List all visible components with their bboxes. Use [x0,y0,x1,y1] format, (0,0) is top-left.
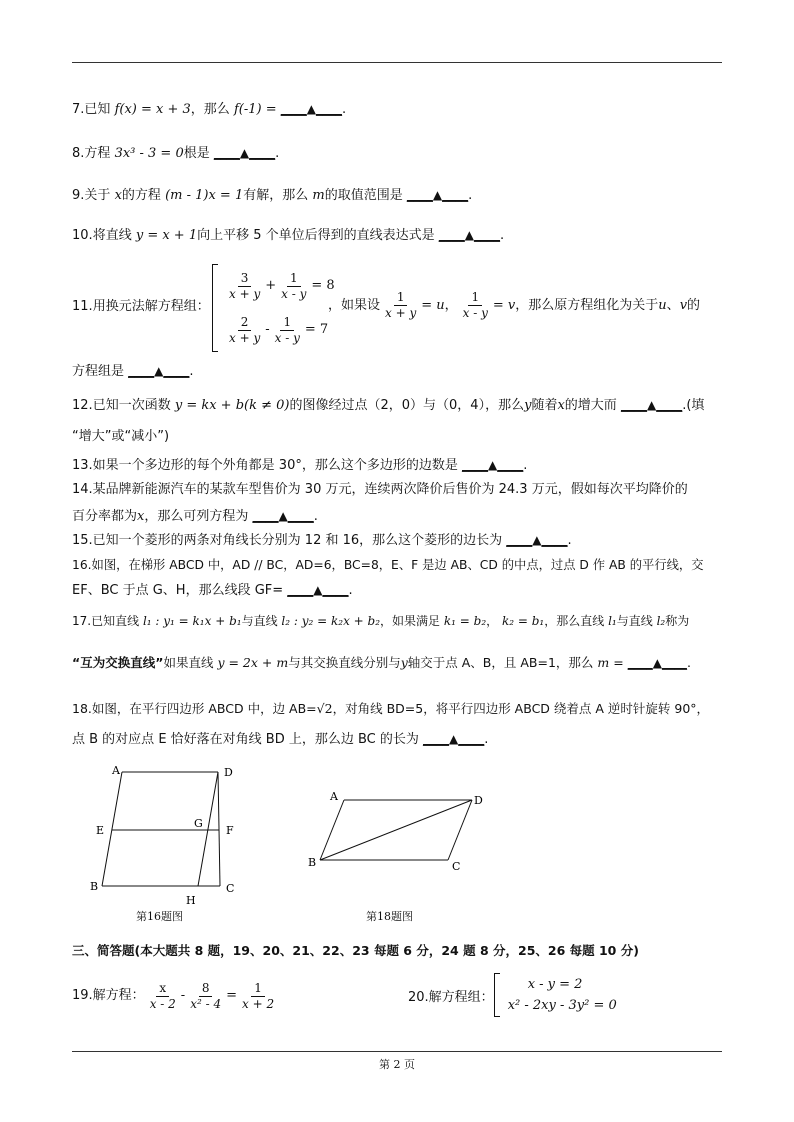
triangle-icon: ▲ [488,458,498,472]
answer-blank[interactable]: ____▲____ [213,146,276,161]
question-17-line-2: “互为交换直线”如果直线 y = 2x + m与其交换直线分别与y轴交于点 A、B，且 AB=1，那么 m = ____▲____. [72,655,691,670]
question-9: 9.关于 x的方程 (m - 1)x = 1有解，那么 m的取值范围是 ____▲____. [72,188,473,203]
answer-blank[interactable]: ____▲____ [438,228,501,243]
question-7: 7.已知 f(x) = x + 3，那么 f(-1) = ____▲____. [72,102,347,117]
q9-expr: (m - 1)x = 1 [165,188,244,203]
q8-text2: 根是 [183,146,210,161]
q8-expr: 3x³ - 3 = 0 [114,146,184,161]
answer-blank[interactable]: ____▲____ [620,398,683,413]
q17-term: “互为交换直线” [72,655,164,670]
question-12: 12.已知一次函数 y = kx + b(k ≠ 0)的图像经过点（2，0）与（0，4），那么y随着x的增大而 ____▲____.(填 [72,398,705,413]
q9-var-m: m [312,188,325,203]
brace-icon [212,264,218,352]
question-11 [72,264,724,354]
q11-substitution: ，如果设 $\frac{1}{x + y}$ = u ， $\frac{1}{x - y}$ = v ，那么原方程组化为关于 u 、 v 的 [328,290,701,320]
label-H: H [186,894,196,907]
triangle-icon: ▲ [278,509,288,523]
triangle-icon: ▲ [464,228,475,242]
label-A: A [112,764,120,777]
q9-text2: 的方程 [121,188,161,203]
triangle-icon: ▲ [432,188,443,202]
figure-18 [300,786,500,886]
diagonal-BD [320,800,472,860]
question-8: 8.方程 3x³ - 3 = 0根是 ____▲____. [72,146,280,161]
question-16-line-2: EF、BC 于点 G、H，那么线段 GF= ____▲____. [72,583,353,598]
q20-equation-1: x - y = 2 [527,977,583,992]
label-G: G [194,817,203,830]
q7-text: 已知 [84,102,111,117]
triangle-icon: ▲ [646,398,657,412]
question-19: 19.解方程： $\frac{x}{x - 2}$ - $\frac{8}{\text{x² - 4}}$ = $\frac{1}{x + 2}$ [72,980,275,1011]
answer-blank[interactable]: ____▲____ [128,364,190,379]
figure-16-caption: 第16题图 [136,910,183,923]
q7-expr1: f(x) = x + 3 [114,102,191,117]
brace-icon [494,973,500,1017]
segment-DC [448,800,472,860]
triangle-icon: ▲ [239,146,250,160]
answer-blank[interactable]: ____▲____ [462,458,524,473]
q7-number: 7. [72,102,85,117]
answer-blank[interactable]: ____▲____ [506,533,568,548]
triangle-icon: ▲ [154,364,164,378]
q9-text3: 有解，那么 [243,188,309,203]
triangle-icon: ▲ [532,533,542,547]
answer-blank[interactable]: ____▲____ [280,102,342,117]
q9-var-x: x [114,188,122,203]
answer-blank[interactable]: ____▲____ [406,188,469,203]
q9-text: 关于 [84,188,111,203]
q10-text: 将直线 [92,228,132,243]
q8-number: 8. [72,146,85,161]
segment-AB [102,772,122,886]
label-A: A [330,790,338,803]
question-14-line-2: 百分率都为x，那么可列方程为 ____▲____. [72,509,318,524]
q9-number: 9. [72,188,85,203]
question-20: 20.解方程组： x - y = 2 x² - 2xy - 3y² = 0 [408,972,617,1018]
label-D: D [224,766,233,779]
segment-AB [320,800,344,860]
label-C: C [452,860,461,873]
answer-blank[interactable]: ____▲____ [627,655,687,670]
segment-DC [218,772,220,886]
q11-number: 11. [72,299,93,314]
q11-equation-1: $\frac{3}{x + y}$ + $\frac{1}{x - y}$ = 8 [229,270,335,301]
figure-16 [78,760,248,910]
answer-blank[interactable]: ____▲____ [423,732,485,747]
triangle-icon: ▲ [313,583,323,597]
question-18: 18.如图，在平行四边形 ABCD 中，边 AB=√2，对角线 BD=5，将平行四边形 ABCD 绕着点 A 逆时针旋转 90°， [72,701,710,716]
figure-18-caption: 第18题图 [366,910,413,923]
question-16: 16.如图，在梯形 ABCD 中，AD // BC，AD=6，BC=8，E、F 是边 AB、CD 的中点，过点 D 作 AB 的平行线，交 [72,558,704,572]
label-B: B [90,880,99,893]
label-E: E [96,824,105,837]
question-13: 13.如果一个多边形的每个外角都是 30°，那么这个多边形的边数是 ____▲____. [72,458,528,473]
q7-expr2: f(-1) = [233,102,277,117]
q20-equation-2: x² - 2xy - 3y² = 0 [507,998,617,1013]
q7-text2: ，那么 [190,102,230,117]
question-11-line-2: 方程组是 ____▲____. [72,364,194,379]
q18-sqrt: √2 [316,701,333,716]
label-C: C [226,882,235,895]
top-rule [72,62,722,63]
q10-expr: y = x + 1 [135,228,198,243]
triangle-icon: ▲ [652,656,662,670]
question-17: 17.已知直线 l₁ : y₁ = k₁x + b₁与直线 l₂ : y₂ = k₂x + b₂，如果满足 k₁ = b₂， k₂ = b₁，那么直线 l₁与直线 l₂称为 [72,614,690,628]
question-10: 10.将直线 y = x + 1向上平移 5 个单位后得到的直线表达式是 ____▲____. [72,228,505,243]
section-3-heading: 三、简答题(本大题共 8 题，19、20、21、22、23 每题 6 分，24 题 8 分，25、26 每题 10 分) [72,943,639,958]
q9-text4: 的取值范围是 [324,188,403,203]
page-number: 第 2 页 [379,1058,415,1071]
q11-text: 用换元法解方程组： [92,299,210,314]
triangle-icon: ▲ [449,732,459,746]
q10-text2: 向上平移 5 个单位后得到的直线表达式是 [197,228,435,243]
q8-text: 方程 [84,146,111,161]
bottom-rule [72,1051,722,1052]
question-18-line-2: 点 B 的对应点 E 恰好落在对角线 BD 上，那么边 BC 的长为 ____▲____. [72,732,489,747]
question-15: 15.已知一个菱形的两条对角线长分别为 12 和 16，那么这个菱形的边长为 ____▲____. [72,533,572,548]
question-14: 14.某品牌新能源汽车的某款车型售价为 30 万元，连续两次降价后售价为 24.3 万元，假如每次平均降价的 [72,482,688,497]
triangle-icon: ▲ [306,102,316,116]
question-12-line-2: “增大”或“减小”) [72,429,170,444]
label-B: B [308,856,317,869]
answer-blank[interactable]: ____▲____ [287,583,349,598]
q10-number: 10. [72,228,93,243]
label-F: F [226,824,234,837]
answer-blank[interactable]: ____▲____ [252,509,314,524]
q11-equation-2: $\frac{2}{x + y}$ - $\frac{1}{x - y}$ = 7 [229,314,329,345]
label-D: D [474,794,483,807]
q12-expr: y = kx + b(k ≠ 0) [174,398,290,413]
q11-system [212,264,335,352]
